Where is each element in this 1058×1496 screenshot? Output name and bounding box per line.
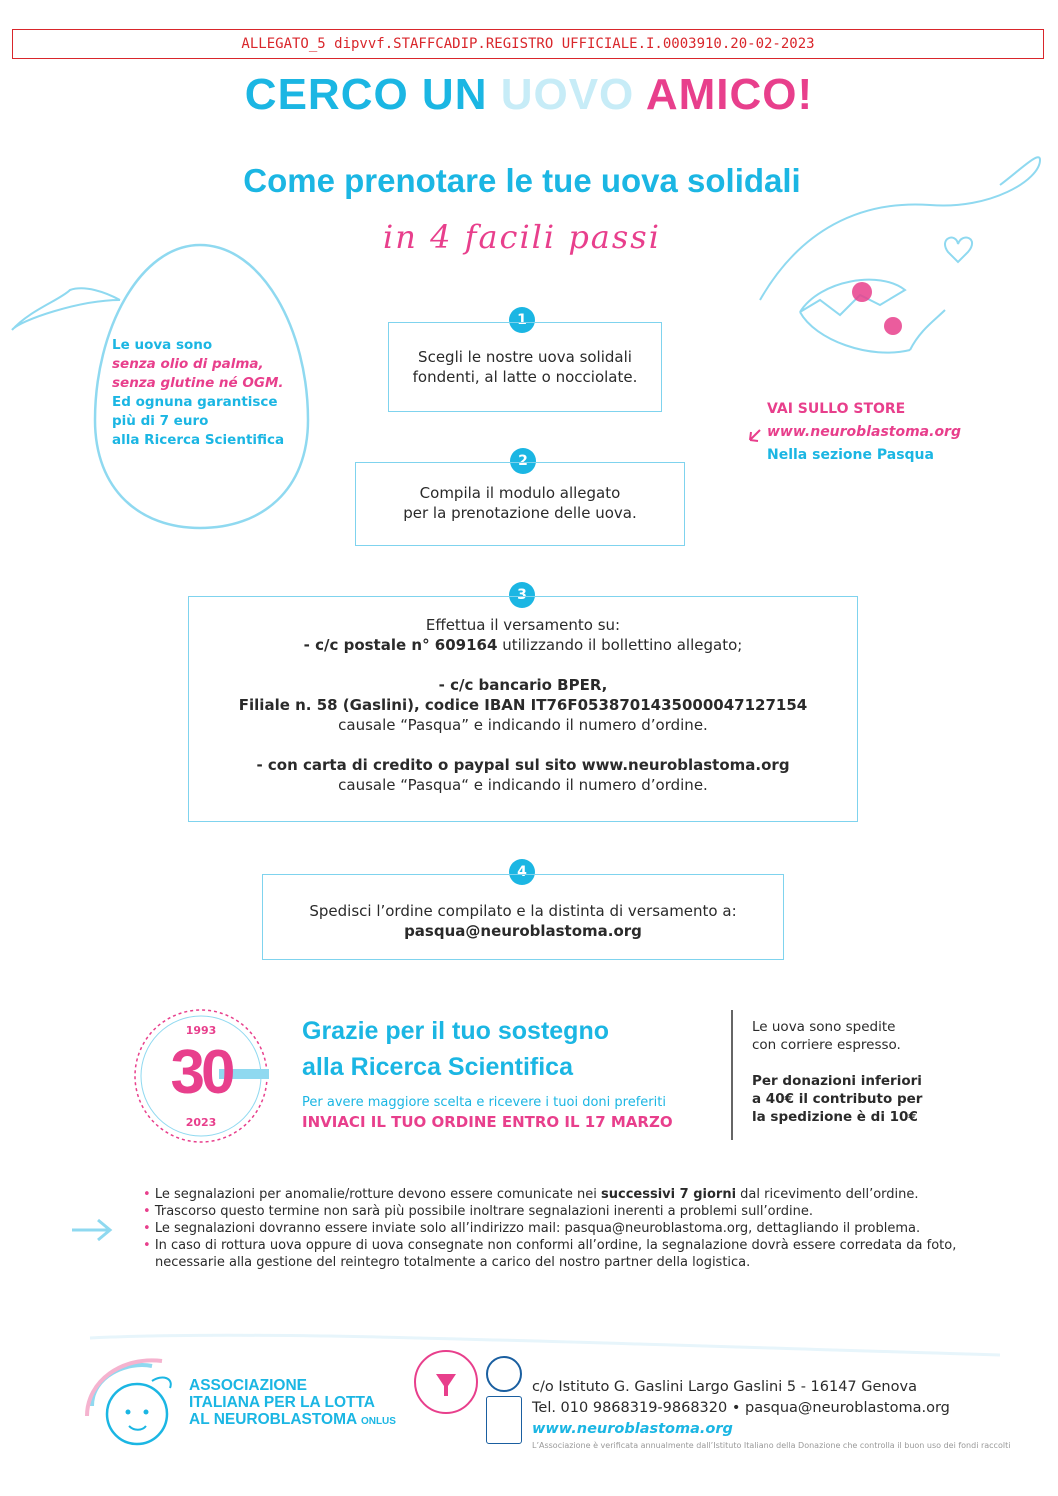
footer-phone: Tel. 010 9868319-9868320 • pasqua@neuroblastoma.org xyxy=(532,1400,950,1416)
assoc-line: ITALIANA PER LA LOTTA xyxy=(189,1394,375,1411)
association-name xyxy=(189,1377,396,1430)
association-logo-icon xyxy=(82,1356,192,1456)
hero-part-2: UOVO xyxy=(500,70,635,119)
shipping-line: Per donazioni inferiori xyxy=(752,1073,922,1089)
broken-egg-icon xyxy=(800,280,945,353)
step-3-line: causale “Pasqua“ e indicando il numero d’ordine. xyxy=(338,776,708,794)
step-3-line: causale “Pasqua” e indicando il numero d’ordine. xyxy=(338,716,708,734)
shipping-info xyxy=(752,1018,972,1126)
step-4-line: Spedisci l’ordine compilato e la distinta di versamento a: xyxy=(309,902,737,920)
egg-text-line: senza olio di palma, xyxy=(112,356,264,372)
shipping-line: la spedizione è di 10€ xyxy=(752,1109,918,1125)
step-3-postal-note: utilizzando il bollettino allegato; xyxy=(497,636,743,654)
step-4-email[interactable]: pasqua@neuroblastoma.org xyxy=(404,922,642,940)
shipping-line: con corriere espresso. xyxy=(752,1037,901,1053)
note-text: Le segnalazioni per anomalie/rotture devono essere comunicate nei xyxy=(154,1187,602,1202)
footer-web-link[interactable]: www.neuroblastoma.org xyxy=(532,1421,733,1437)
egg-text-line: Le uova sono xyxy=(112,337,213,353)
badge-number: 30 xyxy=(170,1038,232,1107)
note-highlight: successivi 7 giorni xyxy=(601,1187,737,1202)
store-callout xyxy=(767,398,961,467)
order-deadline: INVIACI IL TUO ORDINE ENTRO IL 17 MARZO xyxy=(302,1113,673,1131)
footer-contact xyxy=(532,1377,950,1440)
step-2-line: Compila il modulo allegato xyxy=(419,484,621,502)
hero-part-3: AMICO! xyxy=(634,70,814,119)
hero-part-1: CERCO UN xyxy=(244,70,501,119)
note-text: Le segnalazioni dovranno essere inviate solo all’indirizzo mail: pasqua@neuroblastoma.org, dettagliando il problema. xyxy=(154,1221,921,1236)
step-2-line: per la prenotazione delle uova. xyxy=(403,504,637,522)
step-2-box xyxy=(355,462,685,546)
donation-institute-logo-icon xyxy=(486,1396,522,1444)
egg-text-line: senza glutine né OGM. xyxy=(112,375,284,391)
step-4-number: 4 xyxy=(509,859,535,885)
badge-year-end: 2023 xyxy=(185,1116,217,1129)
step-1-box xyxy=(388,322,662,412)
assoc-suffix: ONLUS xyxy=(360,1416,396,1427)
notes-list xyxy=(143,1186,983,1271)
anniversary-badge xyxy=(131,1006,271,1146)
store-link[interactable]: www.neuroblastoma.org xyxy=(767,424,961,440)
step-4-box xyxy=(262,874,784,960)
certification-seal-icon xyxy=(486,1356,522,1392)
step-3-number: 3 xyxy=(509,582,535,608)
step-3-line: - c/c bancario BPER, xyxy=(438,676,608,694)
thanks-line: alla Ricerca Scientifica xyxy=(302,1053,573,1081)
thanks-title xyxy=(302,1013,609,1085)
assoc-line: AL NEUROBLASTOMA xyxy=(189,1411,357,1428)
step-1-number: 1 xyxy=(509,307,535,333)
egg-text-line: alla Ricerca Scientifica xyxy=(112,432,285,448)
page-heading: Come prenotare le tue uova solidali xyxy=(243,162,801,199)
thanks-subtitle: Per avere maggiore scelta e ricevere i tuoi doni preferiti xyxy=(302,1095,666,1110)
step-3-line: Effettua il versamento su: xyxy=(425,616,621,634)
step-1-line: fondenti, al latte o nocciolate. xyxy=(412,368,638,386)
step-2-number: 2 xyxy=(510,448,536,474)
shipping-line: a 40€ il contributo per xyxy=(752,1091,923,1107)
assoc-line: ASSOCIAZIONE xyxy=(189,1377,307,1394)
note-item: • Le segnalazioni per anomalie/rotture devono essere comunicate nei successivi 7 giorni dal ricevimento dell’ordine. xyxy=(143,1187,919,1202)
egg-text-line: più di 7 euro xyxy=(112,413,209,429)
egg-info-text xyxy=(112,336,312,450)
note-text: Trascorso questo termine non sarà più possibile inoltrare segnalazioni inerenti a problemi sull’ordine. xyxy=(154,1204,813,1219)
shipping-line: Le uova sono spedite xyxy=(752,1019,896,1035)
footer-address: c/o Istituto G. Gaslini Largo Gaslini 5 - 16147 Genova xyxy=(532,1379,917,1395)
step-3-iban: Filiale n. 58 (Gaslini), codice IBAN IT76F0538701435000047127154 xyxy=(238,696,808,714)
badge-year-start: 1993 xyxy=(185,1024,217,1037)
note-text: In caso di rottura uova oppure di uova consegnate non conformi all’ordine, la segnalazione dovrà essere corredata da foto, necessarie alla gestione del reintegro totalmente a carico del nostro partner della logistica. xyxy=(154,1238,957,1270)
store-section: Nella sezione Pasqua xyxy=(767,447,934,463)
step-3-postal: - c/c postale n° 609164 xyxy=(303,636,498,654)
page-subheading: in 4 facili passi xyxy=(383,218,661,256)
thanks-line: Grazie per il tuo sostegno xyxy=(302,1017,609,1045)
arrow-right-icon xyxy=(72,1220,110,1240)
egg-text-line: Ed ognuna garantisce xyxy=(112,394,278,410)
note-text: dal ricevimento dell’ordine. xyxy=(736,1187,919,1202)
note-item: • Le segnalazioni dovranno essere inviate solo all’indirizzo mail: pasqua@neuroblastoma.org, dettagliando il problema. xyxy=(143,1221,921,1236)
note-item: • In caso di rottura uova oppure di uova consegnate non conformi all’ordine, la segnalazione dovrà essere corredata da foto, necessarie alla gestione del reintegro totalmente a carico del nostro partner della logistica. xyxy=(143,1238,957,1270)
protocol-stamp: ALLEGATO_5 dipvvf.STAFFCADIP.REGISTRO UFFICIALE.I.0003910.20-02-2023 xyxy=(12,29,1044,59)
step-1-line: Scegli le nostre uova solidali xyxy=(418,348,632,366)
footer-fine-print: L’Associazione è verificata annualmente dall’Istituto Italiano della Donazione che controlla il buon uso dei fondi raccolti xyxy=(532,1441,1011,1450)
step-3-box xyxy=(188,596,858,822)
store-label: VAI SULLO STORE xyxy=(767,401,906,417)
note-item: • Trascorso questo termine non sarà più possibile inoltrare segnalazioni inerenti a problemi sull’ordine. xyxy=(143,1204,813,1219)
step-3-line: - con carta di credito o paypal sul sito www.neuroblastoma.org xyxy=(256,756,790,774)
seal-funnel-icon xyxy=(414,1350,478,1414)
